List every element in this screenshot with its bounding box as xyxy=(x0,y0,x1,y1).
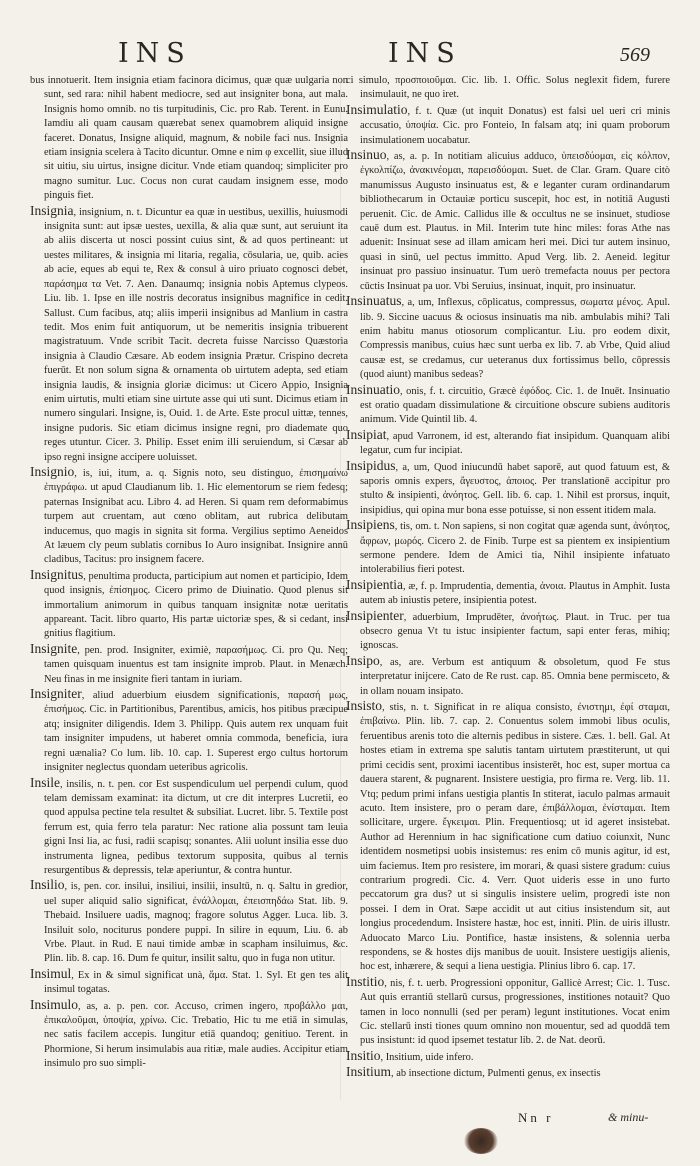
running-header xyxy=(0,38,700,74)
entry-text: , aliud aduerbium eiusdem significationis, παρασή μως, ἐπισήμως. Cic. in Partitionibus, Parentibus, amicis, hos pitibus præcipue atq; insigniter diligendis. Idem 3. Philipp. Quis autem rex unquam fuit tam insigniter impudens, ut haberet omnia commoda, beneficia, iura regni uænalia? Co lum. lib. 10. cap. 1. Superest ergo cultus hortorum insigniter neglectus quondam ueteribus agricolis. xyxy=(44,690,348,774)
right-column xyxy=(346,74,670,1114)
dictionary-entry xyxy=(30,967,348,998)
entry-text: , stis, n. t. Significat in re aliqua consisto, ἐνιστημι, ἐφί σταμαι, ἐπιβαίνω. Plin. lib. 7. cap. 2. Conuentus solem immobi libus oculis, feruentibus arenis toto die alternis pedibus in sistere. Cæs. 1. bell. Gal. At hostes etiam in extrema spe salutis tantam uirtutem præstiterunt, ut qui primi cecidis sent, proximi iacentibus insisterēt, hoc est, super mortua ca dauera starent, & pugnarent. Insistere uestigia, pro firma re. Verg. lib. 11. Vtq; pedum primi infans uestigia plantis In stiterat, iaculo palmas armauit acuto. Item insistere, pro o peram dare, ἐπιβάλλομαι, ἐνίσταμαι. Item sollicitare, urgere. ἔγκειμαι. Plin. Frequentiosq; ut id ageret insistebat. Author ad Herennium in hac significatione cum datiuo coiunxit, Nunc identidem nosmetipsi uobis insistemus: res enim cō munis agitur, id est, uim faciemus. Item pro resistere, im morari, & quasi sistere gradum: cuius contrarium progredi. Cic. 4. Verr. Quot uideris esse in uno furto peccatorum gra dus? ut si singulis insistere uelim, progredi iste non possei. I dem in Orat. Sæpe accidit ut aut citius insistendum sit, aut longius procedendum. Insistere hastæ, hoc est, inniti. Plin. de uiris illustr. Aduocato Marco Liu. Pontifice, hastæ insistens, & solennia uerba respondens, se & hostes dijs manibus de uouit. Insistere uestigijs alienis, hoc est, inhærere, & sequi a liena uestigia. Plinius libro 6. cap. 17. xyxy=(360,702,670,973)
entry-text: , insilis, n. t. pen. cor Est suspendiculum uel perpendi culum, quod telam demissam examinat: ita dictum, ut cre dit interpres Lucretii, eo quod appulsa pectine tela resultet & subsiliat. Lucret. libr. 5. Textile post ferrum est, quia ferro tela paratur: Nec ratione alia possunt tam leuia gigni Insi lia, ac fusi, radii scapisq; sonantes. Alii uolunt insilia esse duo instrumenta lignea, pedibus textorum supposita, quibus al ternis resurgentibus & depressis, telæ aperiuntur, & contra huntur. xyxy=(44,778,348,876)
dictionary-entry xyxy=(346,1049,670,1065)
signature-mark: Nn r xyxy=(518,1110,554,1125)
dictionary-entry xyxy=(346,383,670,428)
dictionary-entry xyxy=(346,699,670,975)
dictionary-entry xyxy=(30,998,348,1072)
dictionary-entry xyxy=(30,642,348,687)
entry-text: , as, a. p. In notitiam alicuius adduco, ὑπεισδύομαι, εἰς κόλπον, ἐγκολπίζω, ἀνακινέομαι, παρεισδύομαι. Suet. de Clar. Gram. Quare citò manumissus Augusto insinuatus est, & e leganter curam ordinandarum bibliothecarum in Octauiæ porticu suscepit, hoc est, in notitiā Augusti peruenit. Cic. de Amic. Callidus ille & occultus ne se insinuet, studiose cauē dum est. Plautus. in Mil. Interim tute hinc miles: foras Athe nas aduenit: Insinuat sese ad illam amicam heri mei. Dici tur autem insinuo, quasi in sinū, uel pectus immitto. Apud Verg. lib. 2. Aeneid. legitur insinuat pro passiuo insinuatur. Tum uerò tremefacta nouus per pectora cūctis Insinuat pa uor. Vbi Seruius, insinuat, inquit, pro insinuatur. xyxy=(360,151,670,292)
entry-text: , as, a. p. pen. cor. Accuso, crimen ingero, προβάλλο μαι, ἐπικαλοῦμαι, ὑποψία, χρίνω. Cic. Trebatio, Hic tu me etiā in simulas, nec satis facilem accepis. Iungitur etiā quandoq; genitiuo. Terent. in Phormione, Si herum insimulabis aua ritiæ, male audies. Accipitur etiam insimulo pro suo simpli- xyxy=(44,1000,348,1070)
entry-text: , a, um, Quod iniucundū habet saporē, aut quod fatuum est, & saporis omnis expers, ἄγευστος, ἀποιος. Per translationē accipitur pro stulto & insipienti, ἀνόητος. Gell. lib. 6. cap. 1. Nihil est prorsus, inquit, insipidius, qui opina mur bona esse potuisse, si non essent itidem mala. xyxy=(360,461,670,516)
headword: Insignite xyxy=(30,640,78,656)
entry-text: , Ex in & simul significat unà, ἅμα. Stat. 1. Syl. Et gen tes alit insimul togatas. xyxy=(44,969,348,996)
headword: Insignitus xyxy=(30,566,84,582)
entry-text: , nis, f. t. uerb. Progressioni opponitur, Gallicè Arrest; Cic. 1. Tusc. Aut quis errantiū stellarū cursus, progressiones, institiones notauit? Quo tamen in loco nonnulli (sed per peram) legunt institutiones. Vocat enim Cic. stellarū insti tiones quum omnino non mouentur, sed ad quoddā tem pus insistunt: id quod ipsemet testatur lib. 2. de Nat. deorū. xyxy=(360,977,670,1047)
headword: Insile xyxy=(30,774,60,790)
dictionary-entry xyxy=(346,1065,670,1081)
entry-text: , aduerbium, Imprudēter, ἀνοήτως. Plaut. in Truc. per tua obsecro genua Vt tu istuc insipienter factum, sapi enter feras, mihiq; ignoscas. xyxy=(360,611,670,652)
dictionary-entry: bus innotuerit. Item insignia etiam facinora dicimus, quæ quæ uulgaria non sunt, sed rara: nihil habent mediocre, sed aut insigniter bona, aut mala. Insignis homo omnib. no tis turpitudinis, Cic. pro Rab. Terent. in Eunu. Iamdiu ali quam causam quærebat senex quamobrem aliquid insigne faceret. Donatus, Insigne aliquid, magnum, & nobile faci nus. Insignia etiam insignia scelera à Tacito dicuntur. Omne e nim φ excellit, siue illud sit uitiu, siu uirtus, insigne dicitur. Vnde etiam quandoq; simpliciter pro magno sumitur. Luc. Cocus non curat caudam insignem esse, modo pinguis fiet. xyxy=(30,75,348,202)
dictionary-entry xyxy=(346,459,670,519)
headword: Insignia xyxy=(30,202,74,218)
page-footer xyxy=(0,1110,700,1130)
left-column xyxy=(30,74,348,1114)
headword: Insimulo xyxy=(30,996,79,1012)
dictionary-entry xyxy=(30,568,348,642)
headword: Insisto xyxy=(346,698,383,714)
dictionary-entry xyxy=(30,204,348,465)
entry-text: , is, iui, itum, a. q. Signis noto, seu distinguo, ἐπισημαίνω ἐπιγράφω. ut apud Claudianum lib. 1. Hic elementorum se riem fedesq; paternas Insignibat acu. Libro 4. ad Heren. Si quam rem deformabimus turpem aut cruentam, aut cœno oblitam, aut rubrica delibutam inducemus, quo magis in signita sit forma. Vergilius septimo Aeneidos At læuem cly peum sublatis cornibus Io Auro insignibat. Insignire annū cladibus, Tacitus: pro insignem facere. xyxy=(44,467,348,566)
dictionary-entry: ci simulo, προσποιοῦμαι. Cic. lib. 1. Offic. Solus neglexit fidem, furere insimulauit, ne quo iret. xyxy=(346,75,670,101)
headword: Insimul xyxy=(30,965,72,981)
headword: Institio xyxy=(346,973,385,989)
headword: Insipiens xyxy=(346,517,395,533)
header-left-word: INS xyxy=(118,38,192,69)
headword: Insinuatus xyxy=(346,293,402,309)
dictionary-entry xyxy=(346,294,670,382)
entry-text: , as, are. Verbum est antiquum & obsoletum, quod Fe stus interpretatur inijcere. Cato de Re rust. cap. 85. Omnia bene permisceto, & in ollam nouam insipato. xyxy=(360,656,670,697)
dictionary-entry xyxy=(346,428,670,459)
entry-text: , penultima producta, participium aut nomen et participio, Idem quod insignis, ἐπίσημος. Cicero primo de Diuinatio. Quod plenus sit immortalium animorum in quibus tanquam insignitæ notæ ueritatis appareant. Tacit. libro quarto, His partæ uictoriæ spes, & si cedant, insi gnitius flagitium. xyxy=(44,570,348,640)
headword: Insilio xyxy=(30,877,65,893)
entry-text: , Insitium, uide infero. xyxy=(380,1051,474,1063)
headword: Insipidus xyxy=(346,457,396,473)
entry-text: , insignium, n. t. Dicuntur ea quæ in uestibus, uexillis, huiusmodi insignita sunt: aut ipsæ uestes, uexilla, & alia quæ sunt, aut seruiunt ita ab aliis discerta ut nosci possint cuius sint, & ad quos pertineant: ut uestes militares, & insignia mi litaria, regalia, cōsularia, ue, quib. acies ab acie, eques ab equi te, Rex & consul à uiro priuato cognosci debet, παράσημα τα Vet. 7. Aen. Danaumq; insignia nobis Aptemus clypeos. Liu. lib. 1. Ipse en ille nostris decoratus insignibus magnifice in cedit. Sallust. Cum facibus, atq; aliis imperii insignibus ad Manlium in castra tedit. Mos enim fuit antiquorum, ut be nemeritis insignia tribuerent magistratuum. Vnde scribit Tacit. decreta fuisse Narcisso Quæstoria insignia à Claudio Cæsare. Ab eodem insignia Prætur. Crispino decreta fuerūt. Et non solum signa & ornamenta ob uirtutem adepta, sed etiam insignia laudis, & insignia gloriæ dicimus: ut Cicero Appio, Insignia enim uirtutis, multi etiam sine uirtute asse qui uti sunt. Dicimus etiam in numero singulari. Insigne, is, Ouid. 1. de Arte. Este procul uittæ, tennes, insigne pudoris. Sic etiam dicimus insigne regni, pro diademate quo reges utuntur. Cicer. 3. Philip. Esset enim illi seruiendum, si Cæsar ab ipso regni insigne accipere uoluisset. xyxy=(44,206,348,463)
headword: Insipiat xyxy=(346,426,387,442)
entry-text: , tis, om. t. Non sapiens, si non cogitat quæ agenda sunt, ἀνόητος, ἄφρων, μωρός. Cicero 2. de Finib. Turpe est sa pientem ex insipientium sermone pendere. Idem de Amici tia, Nihil insipiente infatuato intolerabilius fieri potest. xyxy=(360,521,670,576)
entry-text: , f. t. Quæ (ut inquit Donatus) est falsi uel ueri cri minis accusatio, ὑποψία. Cic. pro Fonteio, In falsam atq; ini quam proborum insimulationem uocabatur. xyxy=(360,105,670,146)
ink-stain xyxy=(464,1128,498,1154)
dictionary-entry xyxy=(346,609,670,654)
headword: Insigniter xyxy=(30,686,82,702)
headword: Insinuo xyxy=(346,147,387,163)
dictionary-entry xyxy=(346,518,670,578)
entry-text: , a, um, Inflexus, cōplicatus, compressus, σωματα μένος. Apul. lib. 9. Siccine uacuus & ociosus insinuatis ma nib. ambulabis mihi? Tali enim habitu manus otiosorum complicantur. Liu. pro eodem dixit, Compressis manibus, cuius hæc sunt uerba ex lib. 7. ab Vrbe, Quid aliud causæ est, se credamus, cur ueteranus dux fortissimus bello, cōpressis (quod aiunt) manibus sedeas? xyxy=(360,297,670,381)
catchword: & minu- xyxy=(608,1110,649,1124)
dictionary-entry xyxy=(346,578,670,609)
dictionary-entry xyxy=(30,776,348,879)
headword: Insignio xyxy=(30,463,75,479)
entry-text: , pen. prod. Insigniter, eximiè, παρασήμως. Ci. pro Qu. Neq; tamen quisquam inuentus est tam insignite improb. Plaut. in Menæch. Neu finas in me insignite fieri tantam in iuriam. xyxy=(44,644,348,685)
entry-text: , æ, f. p. Imprudentia, dementia, ἀνοια. Plautus in Amphit. Iusta autem ab iniustis petere, insipientia potest. xyxy=(360,580,670,607)
entry-text: , is, pen. cor. insilui, insiliui, insilii, insultū, n. q. Saltu in gredior, uel super aliquid salio significat, ἐνάλλομαι, ἐπεισπηδάω Stat. lib. 9. Thebaid. Insiluere uadis, magnoq; fragore solutus Agger. Luca. lib. 3. Insiluit solo, nociturus pondere puppi. In silire in equum, Liu. 6. ab Vrbe. Plaut. in Rud. E naui timide ambæ in scapham insiluimus, &c. Plin. lib. 8. cap. 16. Dum fe quitur, insilit saltu, quo in fuga non utitur. xyxy=(44,881,348,965)
entry-text: , ab insectione dictum, Pulmenti genus, ex insectis xyxy=(391,1068,601,1080)
dictionary-entry xyxy=(346,654,670,699)
headword: Insimulatio xyxy=(346,101,408,117)
dictionary-entry xyxy=(346,148,670,294)
dictionary-entry xyxy=(346,975,670,1049)
headword: Insitio xyxy=(346,1047,381,1063)
header-right-word: INS xyxy=(388,38,462,69)
dictionary-entry xyxy=(30,878,348,966)
headword: Insinuatio xyxy=(346,381,400,397)
dictionary-entry xyxy=(30,687,348,775)
headword: Insipientia xyxy=(346,576,403,592)
entry-text: , onis, f. t. circuitio, Græcè ἐφόδος. Cic. 1. de Inuēt. Insinuatio est oratio quadam dissimulatione & circuitione obscure subiens auditoris animum. Vide Quintil lib. 4. xyxy=(360,385,670,426)
dictionary-entry xyxy=(30,465,348,568)
page-number: 569 xyxy=(620,44,650,66)
headword: Insitium xyxy=(346,1064,392,1080)
headword: Insipienter xyxy=(346,607,404,623)
entry-text: , apud Varronem, id est, alterando fiat insipidum. Quanquam alibi legatur, cum fur incipiat. xyxy=(360,430,670,457)
headword: Insipo xyxy=(346,652,380,668)
dictionary-entry xyxy=(346,103,670,148)
